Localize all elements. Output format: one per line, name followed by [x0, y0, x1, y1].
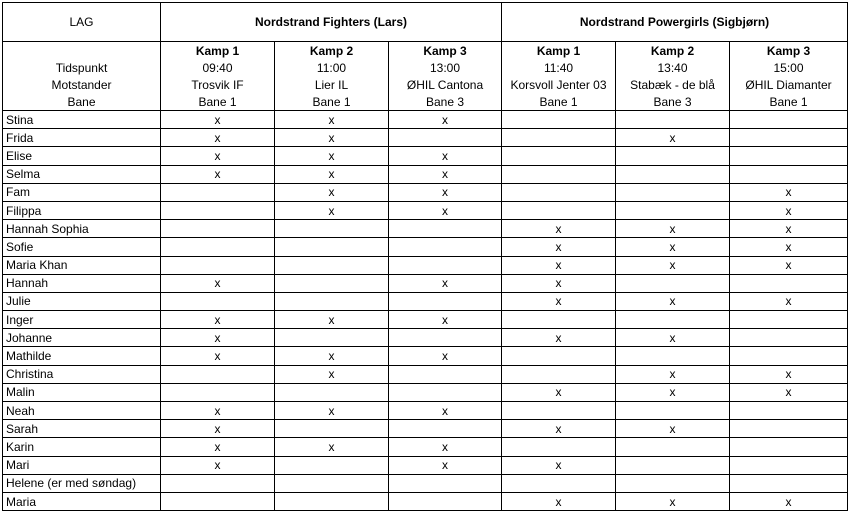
match-mark-cell: x [502, 274, 616, 292]
match-mark-cell [389, 474, 502, 492]
match-mark-cell [502, 365, 616, 383]
match-mark-cell: x [161, 274, 275, 292]
time-cell: 11:00 [275, 59, 389, 76]
match-mark-cell [502, 129, 616, 147]
match-mark-cell [616, 165, 730, 183]
match-mark-cell [502, 474, 616, 492]
player-name: Mathilde [3, 347, 161, 365]
kamp-row [3, 42, 848, 60]
player-row [3, 402, 848, 420]
match-mark-cell: x [502, 492, 616, 510]
player-row [3, 492, 848, 510]
player-row [3, 456, 848, 474]
match-mark-cell [730, 111, 848, 129]
match-mark-cell [161, 183, 275, 201]
opponent-cell: Trosvik IF [161, 76, 275, 93]
match-mark-cell [389, 129, 502, 147]
match-mark-cell [502, 165, 616, 183]
player-row [3, 220, 848, 238]
player-row [3, 111, 848, 129]
match-mark-cell: x [616, 365, 730, 383]
match-mark-cell: x [502, 220, 616, 238]
match-mark-cell [389, 238, 502, 256]
match-mark-cell: x [161, 165, 275, 183]
match-mark-cell [502, 183, 616, 201]
player-name: Maria Khan [3, 256, 161, 274]
match-mark-cell: x [161, 147, 275, 165]
player-row [3, 438, 848, 456]
match-mark-cell [616, 474, 730, 492]
tidspunkt-row [3, 59, 848, 76]
match-mark-cell: x [616, 292, 730, 310]
motstander-row [3, 76, 848, 93]
match-mark-cell [389, 492, 502, 510]
time-cell: 09:40 [161, 59, 275, 76]
match-mark-cell [389, 383, 502, 401]
match-mark-cell [502, 201, 616, 219]
match-mark-cell [389, 220, 502, 238]
match-mark-cell [616, 183, 730, 201]
player-row [3, 420, 848, 438]
match-mark-cell: x [616, 420, 730, 438]
match-mark-cell: x [389, 147, 502, 165]
kamp-cell: Kamp 2 [616, 42, 730, 60]
match-mark-cell: x [275, 365, 389, 383]
match-mark-cell: x [389, 165, 502, 183]
player-name: Filippa [3, 201, 161, 219]
player-row [3, 256, 848, 274]
match-mark-cell: x [161, 347, 275, 365]
lag-label: LAG [3, 3, 161, 42]
player-row [3, 238, 848, 256]
match-mark-cell: x [389, 183, 502, 201]
match-mark-cell: x [161, 438, 275, 456]
match-mark-cell [730, 456, 848, 474]
team-schedule-table [2, 2, 848, 511]
match-mark-cell: x [389, 456, 502, 474]
match-mark-cell [161, 365, 275, 383]
match-mark-cell: x [389, 274, 502, 292]
opponent-cell: ØHIL Diamanter [730, 76, 848, 93]
bane-label: Bane [3, 93, 161, 111]
match-mark-cell [502, 438, 616, 456]
match-mark-cell: x [275, 311, 389, 329]
match-mark-cell [275, 383, 389, 401]
kamp-cell: Kamp 1 [502, 42, 616, 60]
match-mark-cell: x [275, 129, 389, 147]
match-mark-cell [616, 274, 730, 292]
player-name: Inger [3, 311, 161, 329]
player-row [3, 201, 848, 219]
match-mark-cell: x [502, 420, 616, 438]
time-cell: 11:40 [502, 59, 616, 76]
match-mark-cell [275, 292, 389, 310]
match-mark-cell [730, 165, 848, 183]
match-mark-cell [275, 492, 389, 510]
player-row [3, 311, 848, 329]
player-row [3, 129, 848, 147]
opponent-cell: Korsvoll Jenter 03 [502, 76, 616, 93]
match-mark-cell [502, 311, 616, 329]
tidspunkt-label: Tidspunkt [3, 59, 161, 76]
match-mark-cell: x [161, 402, 275, 420]
match-mark-cell: x [502, 329, 616, 347]
team-powergirls-header: Nordstrand Powergirls (Sigbjørn) [502, 3, 848, 42]
match-mark-cell: x [730, 365, 848, 383]
player-name: Julie [3, 292, 161, 310]
match-mark-cell [730, 147, 848, 165]
match-mark-cell: x [389, 201, 502, 219]
match-mark-cell [502, 402, 616, 420]
match-mark-cell [616, 311, 730, 329]
match-mark-cell: x [616, 383, 730, 401]
match-mark-cell [275, 456, 389, 474]
match-mark-cell [616, 111, 730, 129]
player-name: Frida [3, 129, 161, 147]
player-row [3, 365, 848, 383]
match-mark-cell: x [389, 111, 502, 129]
match-mark-cell [275, 474, 389, 492]
match-mark-cell: x [389, 347, 502, 365]
match-mark-cell [616, 402, 730, 420]
match-mark-cell: x [389, 402, 502, 420]
match-mark-cell: x [730, 183, 848, 201]
kamp-cell: Kamp 3 [730, 42, 848, 60]
match-mark-cell: x [502, 383, 616, 401]
match-mark-cell [730, 474, 848, 492]
player-name: Helene (er med søndag) [3, 474, 161, 492]
match-mark-cell: x [275, 165, 389, 183]
player-name: Hannah Sophia [3, 220, 161, 238]
team-header-row [3, 3, 848, 42]
bane-row [3, 93, 848, 111]
field-cell: Bane 3 [389, 93, 502, 111]
player-row [3, 183, 848, 201]
match-mark-cell: x [616, 129, 730, 147]
opponent-cell: ØHIL Cantona [389, 76, 502, 93]
match-mark-cell [389, 329, 502, 347]
match-mark-cell: x [161, 329, 275, 347]
opponent-cell: Lier IL [275, 76, 389, 93]
player-name: Fam [3, 183, 161, 201]
player-name: Elise [3, 147, 161, 165]
player-row [3, 165, 848, 183]
player-row [3, 347, 848, 365]
team-fighters-header: Nordstrand Fighters (Lars) [161, 3, 502, 42]
kamp-cell: Kamp 3 [389, 42, 502, 60]
motstander-label: Motstander [3, 76, 161, 93]
match-mark-cell: x [275, 201, 389, 219]
match-mark-cell [275, 420, 389, 438]
match-mark-cell [161, 220, 275, 238]
match-mark-cell: x [616, 238, 730, 256]
match-mark-cell [275, 274, 389, 292]
match-mark-cell: x [275, 402, 389, 420]
match-mark-cell: x [275, 111, 389, 129]
time-cell: 15:00 [730, 59, 848, 76]
match-mark-cell [730, 329, 848, 347]
player-row [3, 274, 848, 292]
match-mark-cell [161, 492, 275, 510]
match-mark-cell: x [616, 492, 730, 510]
match-mark-cell [275, 220, 389, 238]
player-row [3, 329, 848, 347]
match-mark-cell: x [730, 238, 848, 256]
player-name: Sofie [3, 238, 161, 256]
match-mark-cell: x [389, 438, 502, 456]
kamp-cell: Kamp 1 [161, 42, 275, 60]
match-mark-cell: x [502, 292, 616, 310]
player-name: Stina [3, 111, 161, 129]
player-name: Neah [3, 402, 161, 420]
match-mark-cell: x [275, 438, 389, 456]
match-mark-cell: x [730, 256, 848, 274]
field-cell: Bane 1 [502, 93, 616, 111]
match-mark-cell [616, 347, 730, 365]
match-mark-cell [616, 456, 730, 474]
player-name: Maria [3, 492, 161, 510]
match-mark-cell: x [161, 129, 275, 147]
field-cell: Bane 1 [275, 93, 389, 111]
match-mark-cell [616, 147, 730, 165]
match-mark-cell [730, 420, 848, 438]
match-mark-cell: x [616, 329, 730, 347]
match-mark-cell [502, 347, 616, 365]
match-mark-cell [730, 274, 848, 292]
player-name: Sarah [3, 420, 161, 438]
match-mark-cell [389, 292, 502, 310]
match-mark-cell [616, 201, 730, 219]
match-mark-cell [275, 256, 389, 274]
match-mark-cell [275, 238, 389, 256]
match-mark-cell [161, 238, 275, 256]
match-mark-cell [730, 311, 848, 329]
player-name: Johanne [3, 329, 161, 347]
match-mark-cell [502, 111, 616, 129]
time-cell: 13:40 [616, 59, 730, 76]
player-name: Mari [3, 456, 161, 474]
match-mark-cell: x [730, 383, 848, 401]
field-cell: Bane 1 [730, 93, 848, 111]
match-mark-cell: x [275, 183, 389, 201]
player-name: Hannah [3, 274, 161, 292]
field-cell: Bane 1 [161, 93, 275, 111]
match-mark-cell [161, 256, 275, 274]
match-mark-cell: x [502, 456, 616, 474]
match-mark-cell: x [502, 256, 616, 274]
match-mark-cell [616, 438, 730, 456]
match-mark-cell [275, 329, 389, 347]
player-name: Malin [3, 383, 161, 401]
player-name: Karin [3, 438, 161, 456]
player-name: Selma [3, 165, 161, 183]
match-mark-cell: x [730, 492, 848, 510]
kamp-cell: Kamp 2 [275, 42, 389, 60]
match-mark-cell [730, 438, 848, 456]
field-cell: Bane 3 [616, 93, 730, 111]
match-mark-cell: x [275, 147, 389, 165]
match-mark-cell: x [389, 311, 502, 329]
match-mark-cell: x [730, 201, 848, 219]
time-cell: 13:00 [389, 59, 502, 76]
match-mark-cell: x [730, 292, 848, 310]
player-row [3, 474, 848, 492]
player-row [3, 383, 848, 401]
player-row [3, 147, 848, 165]
match-mark-cell: x [161, 311, 275, 329]
match-mark-cell: x [730, 220, 848, 238]
match-mark-cell [730, 402, 848, 420]
match-mark-cell [730, 129, 848, 147]
match-mark-cell [389, 365, 502, 383]
kamp-row-label [3, 42, 161, 60]
match-mark-cell: x [275, 347, 389, 365]
match-mark-cell [161, 474, 275, 492]
player-row [3, 292, 848, 310]
player-name: Christina [3, 365, 161, 383]
opponent-cell: Stabæk - de blå [616, 76, 730, 93]
match-mark-cell [161, 201, 275, 219]
match-mark-cell [730, 347, 848, 365]
match-mark-cell: x [161, 111, 275, 129]
match-mark-cell [161, 292, 275, 310]
match-mark-cell [389, 256, 502, 274]
match-mark-cell: x [161, 456, 275, 474]
match-mark-cell [502, 147, 616, 165]
match-mark-cell: x [616, 220, 730, 238]
match-mark-cell [161, 383, 275, 401]
match-mark-cell: x [161, 420, 275, 438]
match-mark-cell: x [502, 238, 616, 256]
match-mark-cell [389, 420, 502, 438]
match-mark-cell: x [616, 256, 730, 274]
